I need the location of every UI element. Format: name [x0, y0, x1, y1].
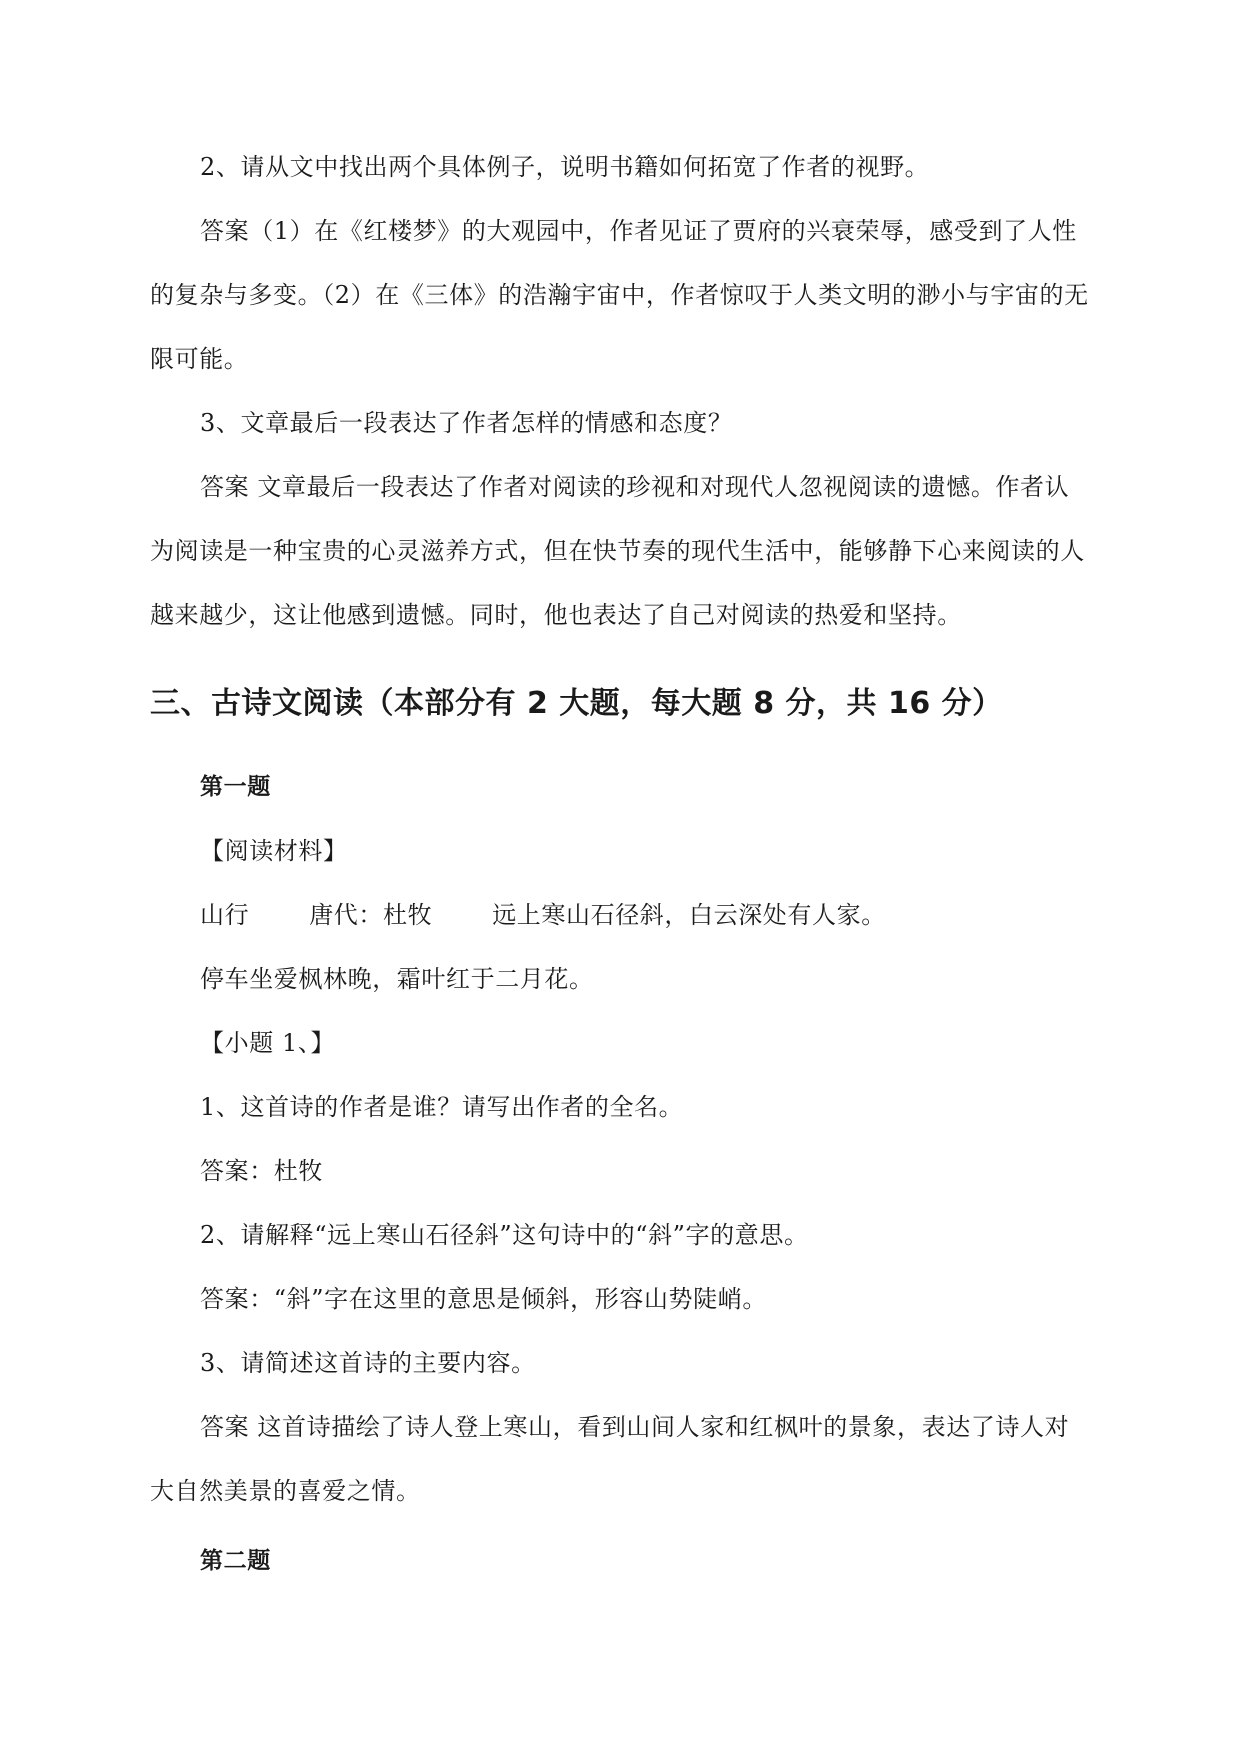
poem-author: 唐代：杜牧 [309, 901, 433, 929]
answer-2-line-1: 答案（1）在《红楼梦》的大观园中，作者见证了贾府的兴衰荣辱，感受到了人性 [200, 217, 1077, 245]
answer-2-line-2: 的复杂与多变。（2）在《三体》的浩瀚宇宙中，作者惊叹于人类文明的渺小与宇宙的无 [150, 281, 1089, 309]
poem-line-1: 远上寒山石径斜，白云深处有人家。 [492, 901, 886, 929]
answer-3-line-2: 为阅读是一种宝贵的心灵滋养方式，但在快节奏的现代生活中，能够静下心来阅读的人 [150, 537, 1085, 565]
sub-question-label: 【小题 1、】 [200, 1029, 336, 1057]
poem-question-3: 3、请简述这首诗的主要内容。 [200, 1349, 536, 1377]
poem-question-1: 1、这首诗的作者是谁？请写出作者的全名。 [200, 1093, 684, 1121]
poem-question-2: 2、请解释“远上寒山石径斜”这句诗中的“斜”字的意思。 [200, 1221, 809, 1249]
answer-3-line-3: 越来越少，这让他感到遗憾。同时，他也表达了自己对阅读的热爱和坚持。 [150, 601, 962, 629]
reading-material-label: 【阅读材料】 [200, 837, 348, 865]
part-2-title: 第二题 [200, 1548, 271, 1574]
poem-line-2: 停车坐爱枫林晚，霜叶红于二月花。 [200, 965, 594, 993]
poem-header-line [200, 898, 1090, 932]
answer-2-line-3: 限可能。 [150, 345, 249, 373]
question-3: 3、文章最后一段表达了作者怎样的情感和态度？ [200, 409, 733, 437]
answer-3-line-1: 答案 文章最后一段表达了作者对阅读的珍视和对现代人忽视阅读的遗憾。作者认 [200, 473, 1070, 501]
poem-answer-2: 答案：“斜”字在这里的意思是倾斜，形容山势陡峭。 [200, 1285, 767, 1313]
part-1-title: 第一题 [200, 774, 271, 800]
poem-answer-3-line-1: 答案 这首诗描绘了诗人登上寒山，看到山间人家和红枫叶的景象，表达了诗人对 [200, 1413, 1070, 1441]
poem-answer-3-line-2: 大自然美景的喜爱之情。 [150, 1477, 421, 1505]
poem-title: 山行 [200, 901, 250, 929]
section-3-heading: 三、古诗文阅读（本部分有 2 大题，每大题 8 分，共 16 分） [150, 686, 1003, 721]
poem-answer-1: 答案：杜牧 [200, 1157, 323, 1185]
question-2: 2、请从文中找出两个具体例子，说明书籍如何拓宽了作者的视野。 [200, 153, 930, 181]
